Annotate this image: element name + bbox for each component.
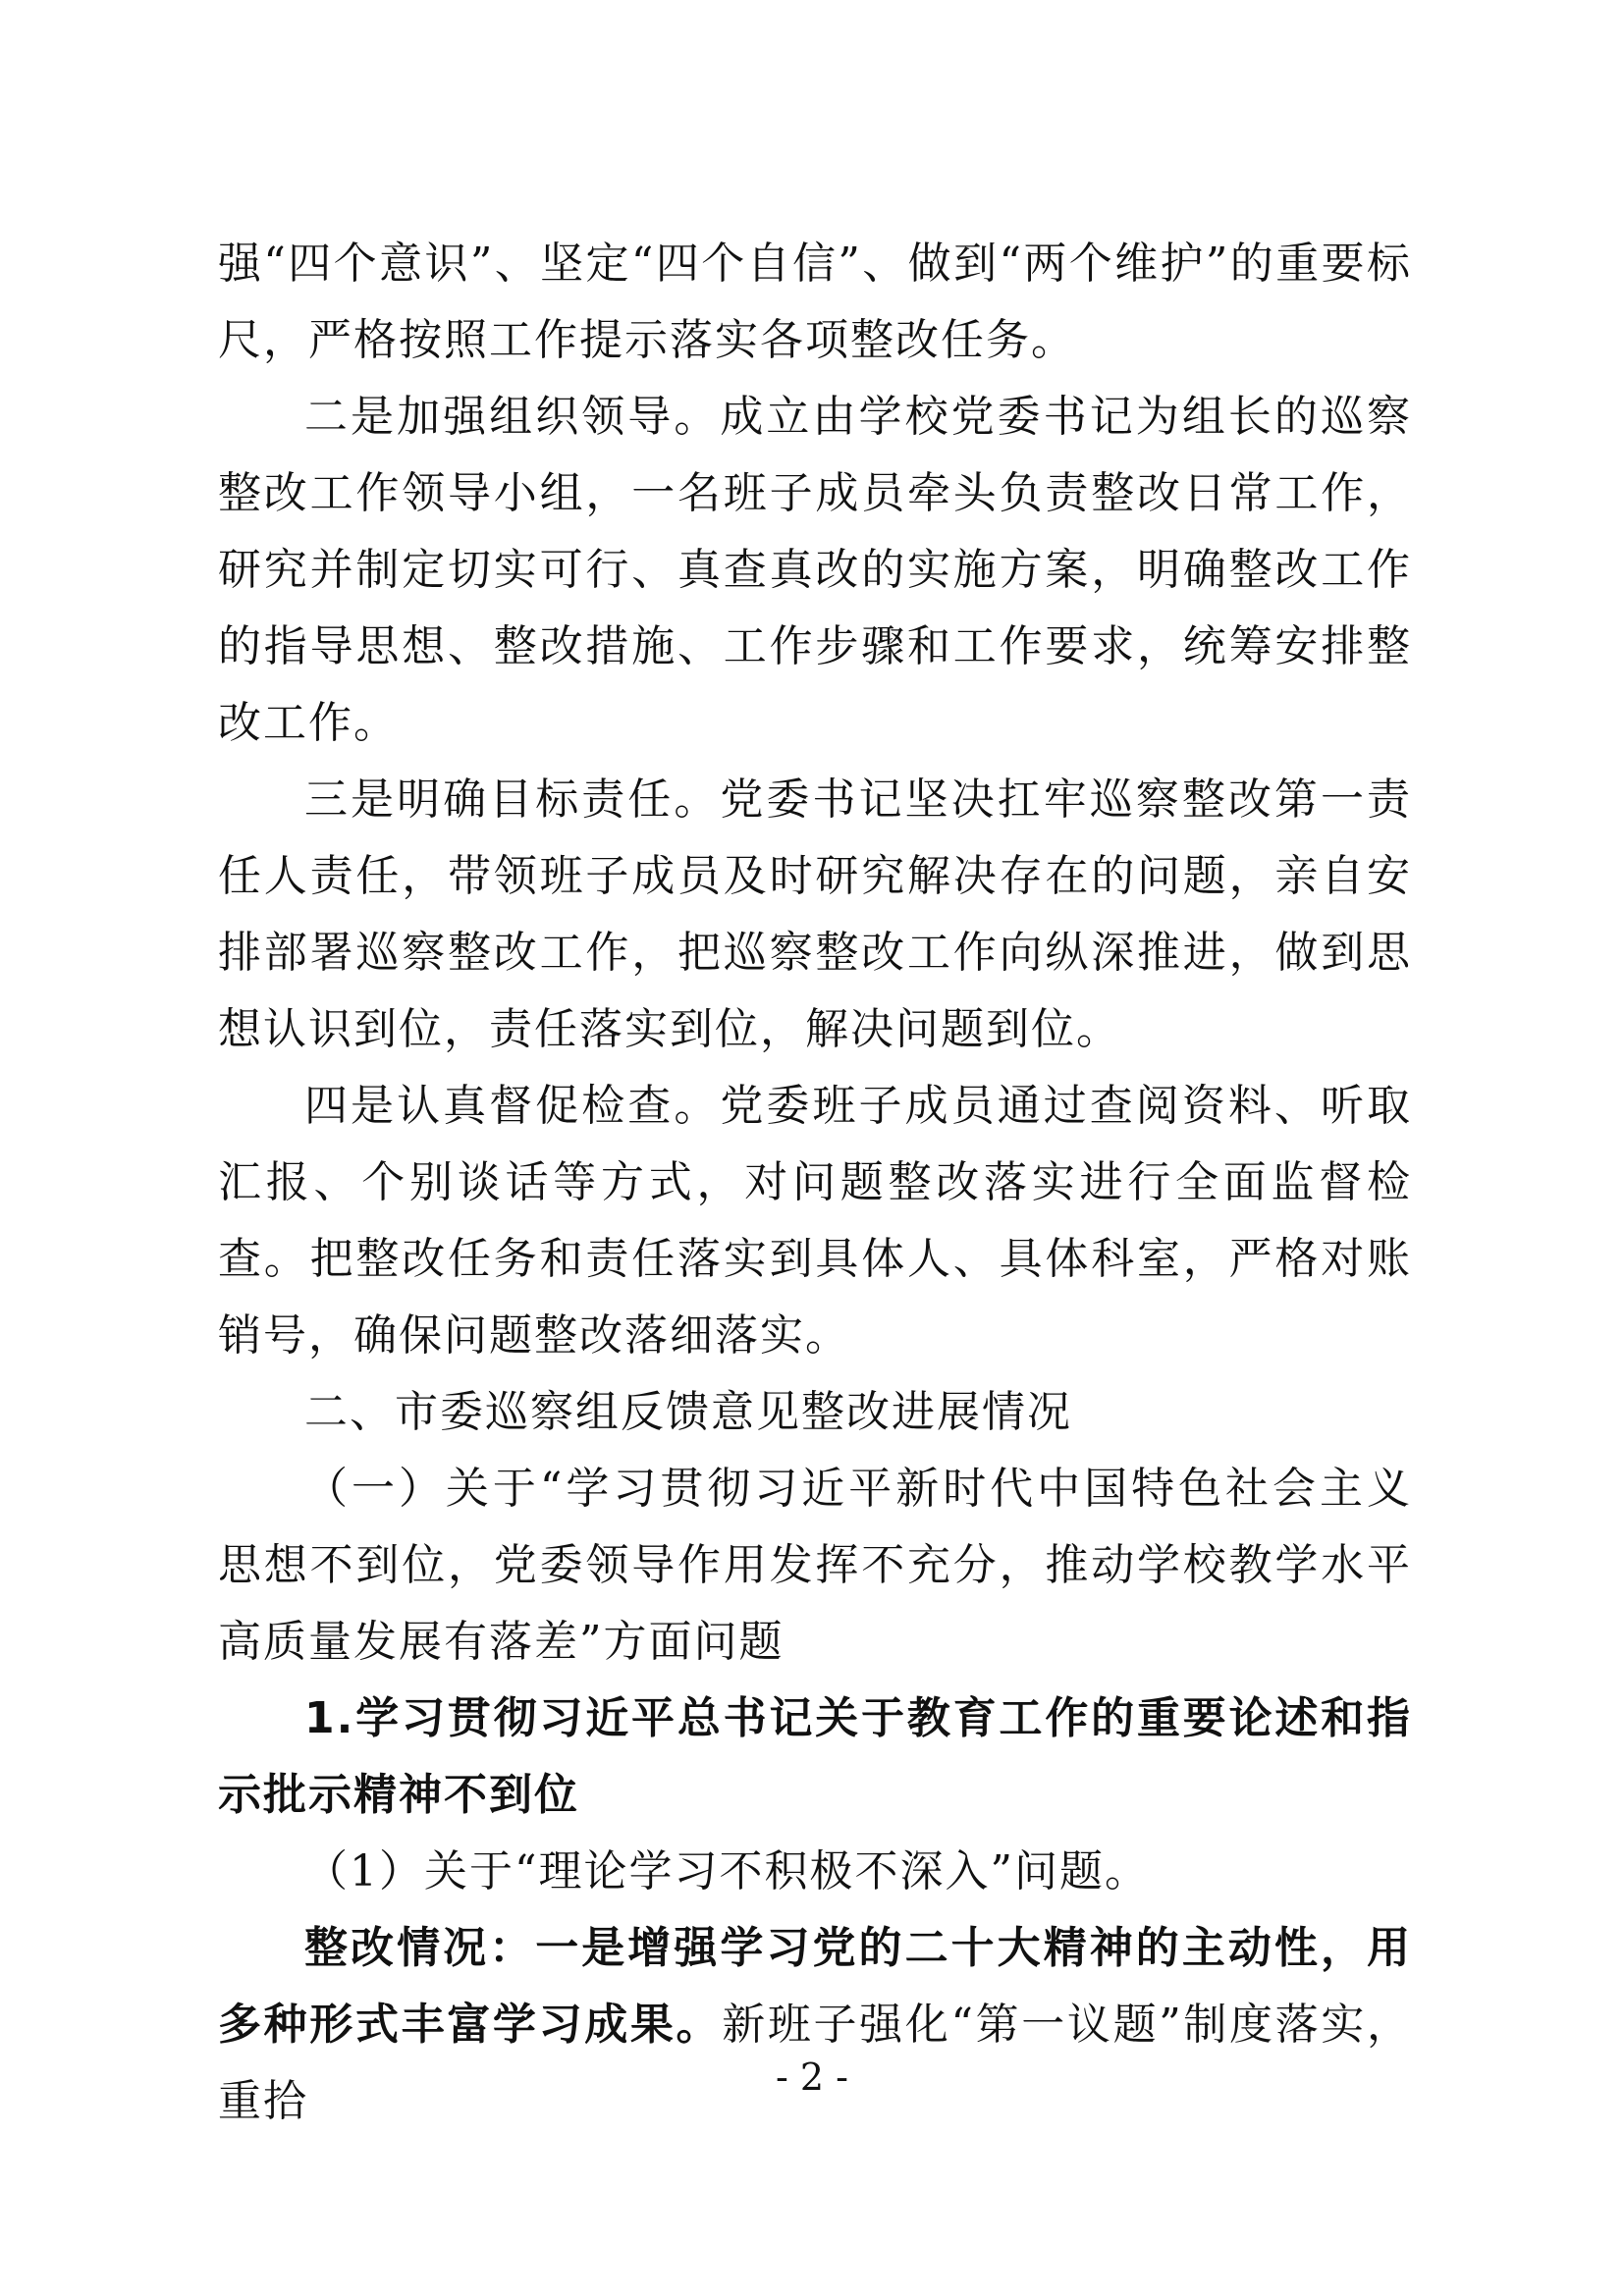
issue-heading-theory-learning: （1）关于“理论学习不积极不深入”问题。	[304, 1846, 1150, 1896]
paragraph-organization-leadership: 二是加强组织领导。成立由学校党委书记为组长的巡察整改工作领导小组，一名班子成员牵头负责整改日常工作，研究并制定切实可行、真查真改的实施方案，明确整改工作的指导思想、整改措施、工作步骤和工作要求，统筹安排整改工作。	[218, 392, 1412, 748]
document-body	[218, 226, 1412, 2140]
paragraph-continuation: 强“四个意识”、坚定“四个自信”、做到“两个维护”的重要标尺，严格按照工作提示落实各项整改任务。	[218, 239, 1412, 365]
subsection-heading-theory-study: （一）关于“学习贯彻习近平新时代中国特色社会主义思想不到位，党委领导作用发挥不充分，推动学校教学水平高质量发展有落差”方面问题	[218, 1464, 1412, 1667]
rectification-status-bold-lead: 整改情况：一是增强学习党的二十大精神的主动性，用多种形式丰富学习成果。	[218, 1923, 1412, 2050]
page-number: - 2 -	[775, 2056, 848, 2099]
item-heading-education-work: 1.学习贯彻习近平总书记关于教育工作的重要论述和指示批示精神不到位	[218, 1693, 1412, 1820]
rectification-status-text: 新班子强化“第一议题”制度落实，重拾	[218, 2000, 1412, 2126]
paragraph-rectification-status	[218, 1910, 1412, 2140]
paragraph-supervision-inspection: 四是认真督促检查。党委班子成员通过查阅资料、听取汇报、个别谈话等方式，对问题整改落实进行全面监督检查。把整改任务和责任落实到具体人、具体科室，严格对账销号，确保问题整改落细落实。	[218, 1081, 1412, 1361]
paragraph-target-responsibility: 三是明确目标责任。党委书记坚决扛牢巡察整改第一责任人责任，带领班子成员及时研究解决存在的问题，亲自安排部署巡察整改工作，把巡察整改工作向纵深推进，做到思想认识到位，责任落实到位，解决问题到位。	[218, 774, 1412, 1054]
section-heading-progress: 二、市委巡察组反馈意见整改进展情况	[304, 1387, 1072, 1437]
